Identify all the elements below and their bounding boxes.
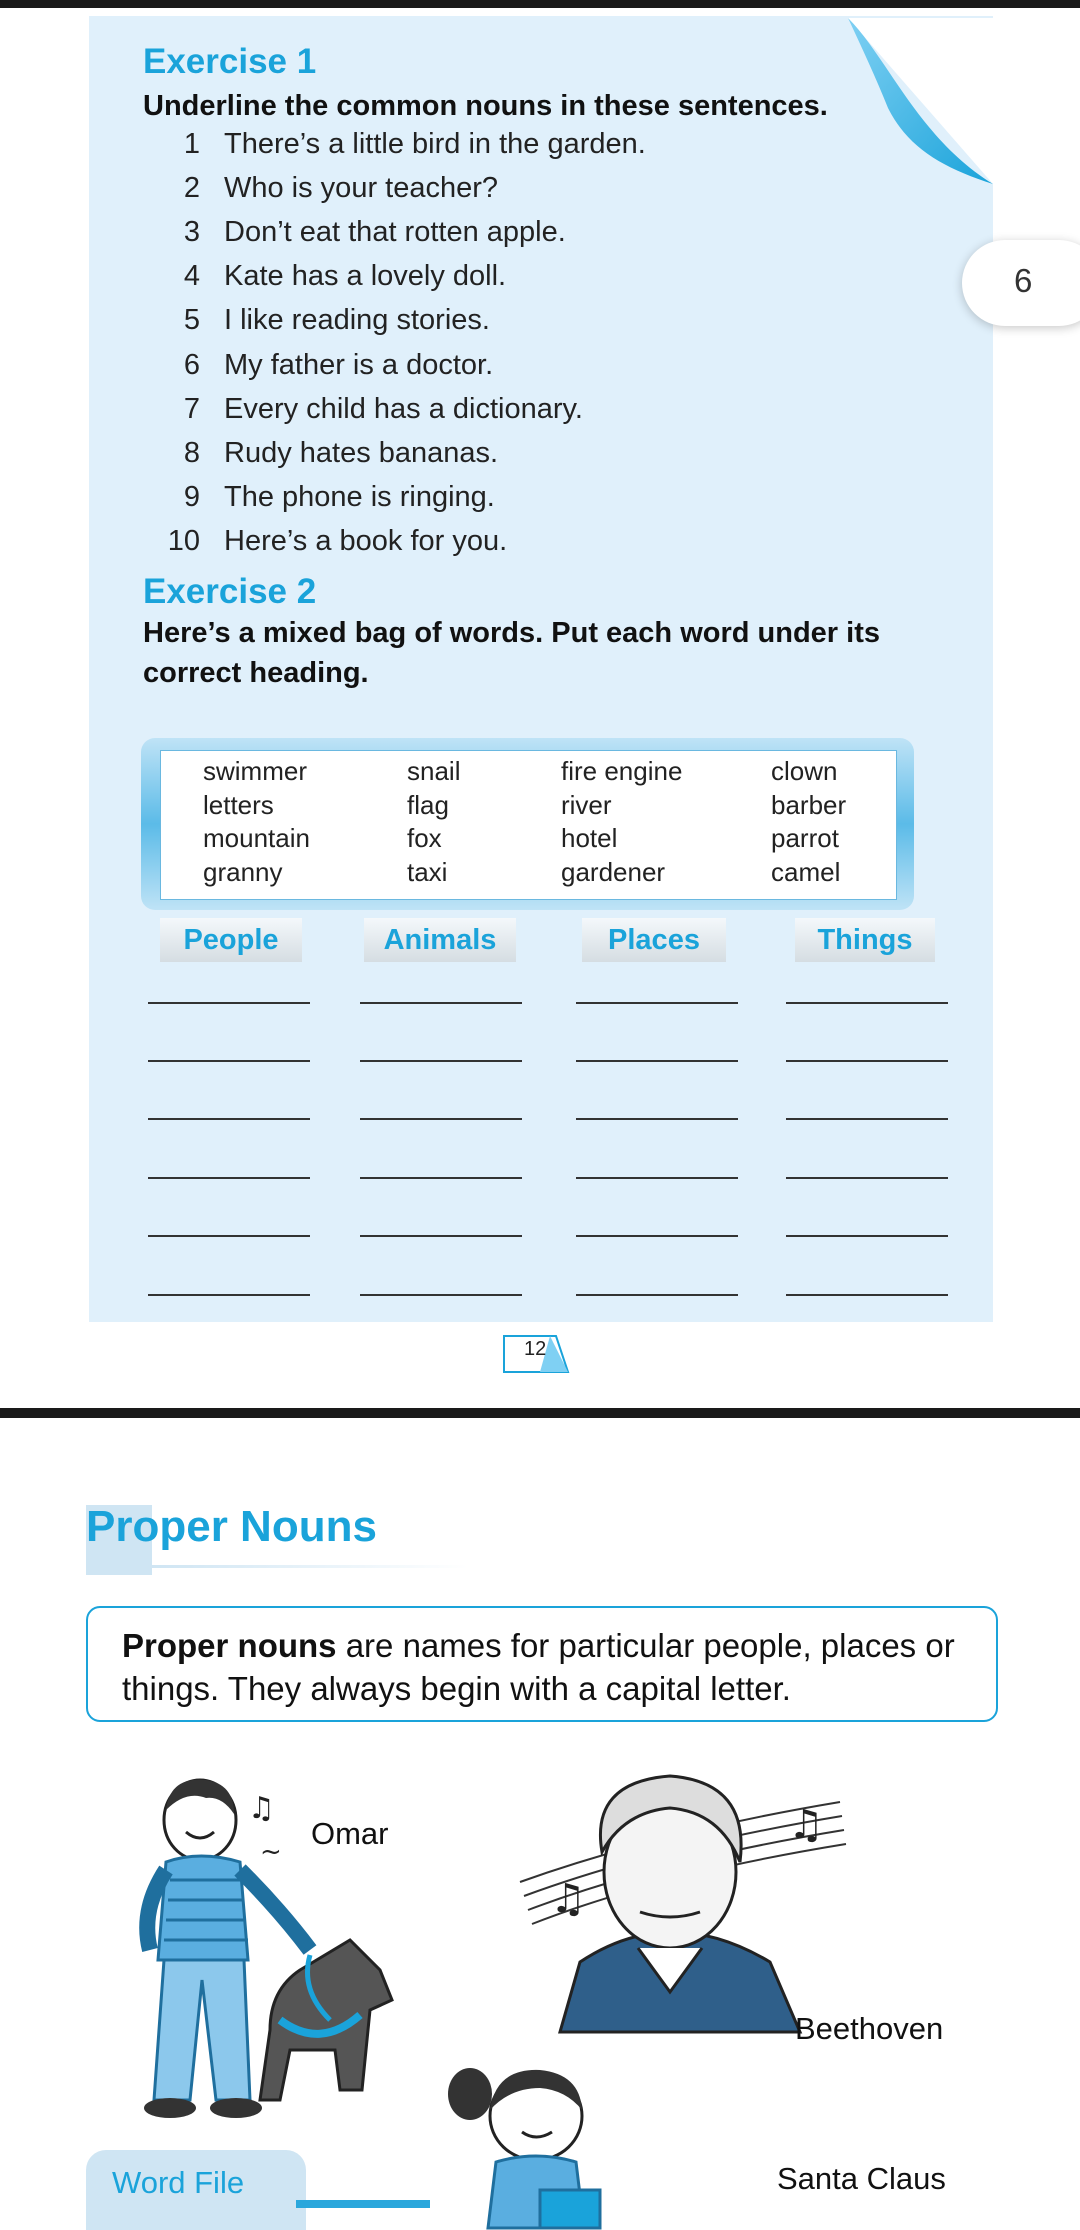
answer-line[interactable]	[360, 1118, 522, 1120]
answer-line[interactable]	[576, 1177, 738, 1179]
exercise-2-title: Exercise 2	[143, 572, 317, 611]
definition-text	[122, 1624, 982, 1710]
answer-line[interactable]	[148, 1235, 310, 1237]
heading-things: Things	[795, 918, 935, 962]
answer-line[interactable]	[576, 1235, 738, 1237]
top-bar	[0, 0, 1080, 8]
word-item: flag	[407, 790, 449, 820]
answer-line[interactable]	[786, 1235, 948, 1237]
sentence-number: 1	[183, 128, 200, 160]
word-item: barber	[771, 790, 847, 820]
sentence-number: 4	[183, 260, 200, 292]
side-tab-label: 6	[1014, 262, 1033, 299]
sentence-text: The phone is ringing.	[224, 481, 495, 513]
sentence-number: 6	[183, 349, 200, 381]
girl-illustration	[440, 2058, 620, 2228]
answer-line[interactable]	[576, 1060, 738, 1062]
exercise-2-instruction-line1: Here’s a mixed bag of words. Put each word under its	[143, 617, 880, 649]
svg-text:♫: ♫	[550, 1876, 586, 1922]
sentence-text: Every child has a dictionary.	[224, 393, 583, 425]
beethoven-illustration	[520, 1762, 850, 2032]
heading-animals: Animals	[364, 918, 516, 962]
sentence-number: 2	[183, 172, 200, 204]
sentence-item	[150, 475, 495, 519]
exercise-1-instruction: Underline the common nouns in these sentences.	[143, 90, 828, 122]
page-number: 12	[524, 1338, 547, 1360]
answer-line[interactable]	[360, 1002, 522, 1004]
sentence-item	[150, 254, 506, 298]
answer-line[interactable]	[576, 1118, 738, 1120]
heading-people: People	[160, 918, 302, 962]
sentence-number: 10	[167, 525, 200, 557]
sentence-item	[150, 519, 507, 563]
sentence-text: Kate has a lovely doll.	[224, 260, 507, 292]
answer-line[interactable]	[148, 1118, 310, 1120]
word-item: hotel	[561, 823, 618, 853]
answer-line[interactable]	[786, 1294, 948, 1296]
label-santa-claus: Santa Claus	[777, 2161, 946, 2196]
definition-term: Proper nouns	[122, 1627, 337, 1664]
label-omar: Omar	[311, 1816, 389, 1851]
sentence-item	[150, 387, 583, 431]
page-divider	[0, 1408, 1080, 1418]
label-beethoven: Beethoven	[795, 2011, 944, 2046]
word-item: clown	[771, 756, 838, 786]
exercise-1-title: Exercise 1	[143, 42, 317, 81]
word-item: taxi	[407, 857, 448, 887]
svg-text:~: ~	[260, 1837, 282, 1867]
sentence-item	[150, 343, 493, 387]
sentence-text: Who is your teacher?	[224, 172, 499, 204]
answer-line[interactable]	[360, 1294, 522, 1296]
word-item: snail	[407, 756, 461, 786]
word-file-line	[296, 2200, 430, 2208]
word-item: swimmer	[203, 756, 307, 786]
word-item: gardener	[561, 857, 666, 887]
page-side-tab[interactable]	[962, 240, 1080, 326]
answer-line[interactable]	[360, 1177, 522, 1179]
answer-line[interactable]	[148, 1060, 310, 1062]
answer-line[interactable]	[786, 1060, 948, 1062]
definition-body: are names for particular people, places or things. They always begin with a capital letter.	[122, 1627, 955, 1707]
word-item: mountain	[203, 823, 310, 853]
answer-line[interactable]	[786, 1177, 948, 1179]
answer-line[interactable]	[576, 1294, 738, 1296]
sentence-item	[150, 298, 490, 342]
answer-line[interactable]	[148, 1294, 310, 1296]
answer-line[interactable]	[360, 1060, 522, 1062]
word-item: fire engine	[561, 756, 683, 786]
sentence-text: Don’t eat that rotten apple.	[224, 216, 566, 248]
sentence-text: My father is a doctor.	[224, 349, 494, 381]
word-item: parrot	[771, 823, 839, 853]
title-underline	[150, 1565, 468, 1568]
word-item: camel	[771, 857, 841, 887]
word-item: fox	[407, 823, 442, 853]
answer-line[interactable]	[360, 1235, 522, 1237]
sentence-text: Here’s a book for you.	[224, 525, 508, 557]
exercise-2-instruction-line2: correct heading.	[143, 657, 369, 689]
word-item: letters	[203, 790, 274, 820]
answer-line[interactable]	[786, 1118, 948, 1120]
page-title: Proper Nouns	[86, 1502, 377, 1551]
sentence-text: Rudy hates bananas.	[224, 437, 499, 469]
heading-places: Places	[582, 918, 726, 962]
page-curl-decoration	[848, 18, 993, 184]
sentence-item	[150, 210, 566, 254]
sentence-number: 5	[183, 304, 200, 336]
svg-text:♫: ♫	[788, 1802, 824, 1848]
sentence-number: 7	[183, 393, 200, 425]
answer-line[interactable]	[576, 1002, 738, 1004]
svg-text:♫: ♫	[248, 1791, 275, 1826]
word-item: river	[561, 790, 612, 820]
answer-line[interactable]	[148, 1177, 310, 1179]
answer-line[interactable]	[148, 1002, 310, 1004]
sentence-text: There’s a little bird in the garden.	[224, 128, 646, 160]
sentence-number: 3	[183, 216, 200, 248]
sentence-item	[150, 431, 498, 475]
answer-line[interactable]	[786, 1002, 948, 1004]
sentence-number: 8	[183, 437, 200, 469]
word-item: granny	[203, 857, 283, 887]
sentence-text: I like reading stories.	[224, 304, 490, 336]
word-file-label: Word File	[112, 2165, 245, 2200]
sentence-item	[150, 166, 498, 210]
sentence-number: 9	[183, 481, 200, 513]
sentence-item	[150, 122, 646, 166]
